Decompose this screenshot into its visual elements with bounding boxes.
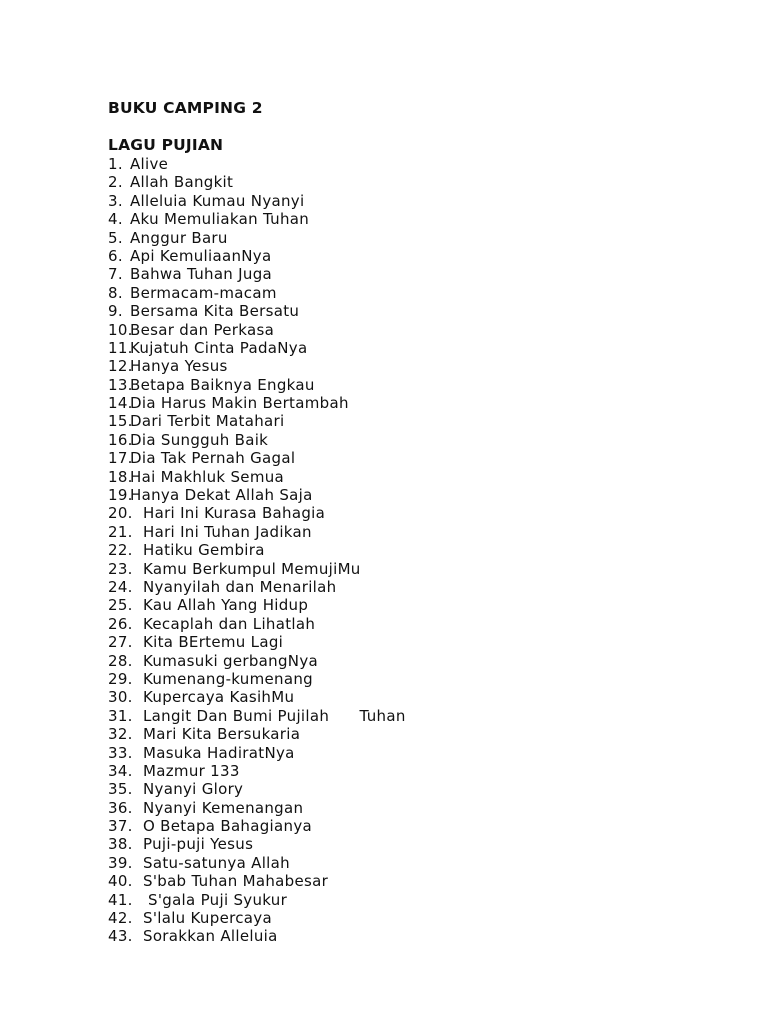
song-list-item — [108, 891, 708, 909]
song-title: Bahwa Tuhan Juga — [130, 265, 273, 284]
song-list-item — [108, 799, 708, 817]
song-title: Kumenang-kumenang — [143, 669, 313, 688]
song-list-item — [108, 449, 708, 467]
song-title: O Betapa Bahagianya — [143, 817, 312, 836]
song-list-item — [108, 927, 708, 945]
song-title: S'bab Tuhan Mahabesar — [143, 872, 329, 891]
song-title: Alive — [130, 155, 169, 173]
song-title: Anggur Baru — [130, 228, 228, 247]
song-list-item — [108, 431, 708, 449]
song-list-item — [108, 523, 708, 541]
song-list-item — [108, 688, 708, 706]
song-number: 25. — [108, 596, 133, 615]
song-list-item — [108, 468, 708, 486]
song-list-item — [108, 633, 708, 651]
song-number: 14. — [108, 394, 133, 413]
song-number: 1. — [108, 155, 123, 173]
song-list-item — [108, 541, 708, 559]
song-number: 37. — [108, 817, 133, 836]
song-list-item — [108, 854, 708, 872]
song-list-item — [108, 284, 708, 302]
song-number: 8. — [108, 283, 123, 302]
song-list-item — [108, 376, 708, 394]
song-number: 12. — [108, 357, 133, 376]
song-list-item — [108, 744, 708, 762]
song-title: Hanya Dekat Allah Saja — [130, 486, 313, 505]
song-number: 11. — [108, 338, 133, 357]
song-title: Bersama Kita Bersatu — [130, 302, 300, 321]
song-title: Dia Harus Makin Bertambah — [130, 394, 349, 413]
song-title: Kujatuh Cinta PadaNya — [130, 338, 308, 357]
song-number: 19. — [108, 486, 133, 505]
song-number: 33. — [108, 743, 133, 762]
song-number: 2. — [108, 173, 123, 192]
song-number: 24. — [108, 577, 133, 596]
song-list-item — [108, 155, 708, 173]
song-title: Dia Sungguh Baik — [130, 430, 269, 449]
song-list-item — [108, 596, 708, 614]
song-list-item — [108, 210, 708, 228]
song-title: Hari Ini Tuhan Jadikan — [143, 522, 312, 541]
song-number: 20. — [108, 504, 133, 523]
song-title: Hanya Yesus — [130, 357, 228, 376]
song-list-item — [108, 615, 708, 633]
song-number: 21. — [108, 522, 133, 541]
song-title: Nyanyilah dan Menarilah — [143, 577, 337, 596]
song-number: 27. — [108, 633, 133, 652]
song-list-item — [108, 486, 708, 504]
song-list-item — [108, 247, 708, 265]
song-number: 31. — [108, 706, 133, 725]
song-title: Kita BErtemu Lagi — [143, 633, 284, 652]
song-title: Kumasuki gerbangNya — [143, 651, 318, 670]
song-title: Mazmur 133 — [143, 761, 240, 780]
song-number: 9. — [108, 302, 123, 321]
song-number: 26. — [108, 614, 133, 633]
song-title: Sorakkan Alleluia — [143, 927, 278, 946]
song-list-item — [108, 412, 708, 430]
song-number: 36. — [108, 798, 133, 817]
section-title: LAGU PUJIAN — [108, 136, 224, 154]
song-number: 17. — [108, 449, 133, 468]
document-title: BUKU CAMPING 2 — [108, 99, 263, 117]
song-title: Api KemuliaanNya — [130, 246, 272, 265]
song-list — [108, 155, 708, 946]
song-number: 34. — [108, 761, 133, 780]
song-title: Mari Kita Bersukaria — [143, 725, 301, 744]
song-title: Besar dan Perkasa — [130, 320, 275, 339]
song-title: Hari Ini Kurasa Bahagia — [143, 504, 326, 523]
song-number: 23. — [108, 559, 133, 578]
song-number: 18. — [108, 467, 133, 486]
song-list-item — [108, 560, 708, 578]
song-title: Alleluia Kumau Nyanyi — [130, 191, 305, 210]
song-list-item — [108, 725, 708, 743]
song-number: 39. — [108, 853, 133, 872]
song-list-item — [108, 394, 708, 412]
song-list-item — [108, 652, 708, 670]
song-list-item — [108, 835, 708, 853]
document-page — [108, 98, 708, 946]
song-list-item — [108, 670, 708, 688]
song-number: 32. — [108, 725, 133, 744]
song-title: Kecaplah dan Lihatlah — [143, 614, 316, 633]
song-list-item — [108, 357, 708, 375]
song-number: 5. — [108, 228, 123, 247]
song-number: 42. — [108, 909, 133, 928]
song-list-item — [108, 229, 708, 247]
song-list-item — [108, 504, 708, 522]
song-title: Nyanyi Glory — [143, 780, 244, 799]
song-list-item — [108, 302, 708, 320]
song-title: Nyanyi Kemenangan — [143, 798, 304, 817]
song-title: Aku Memuliakan Tuhan — [130, 210, 310, 229]
song-title: Kau Allah Yang Hidup — [143, 596, 309, 615]
song-title: Dia Tak Pernah Gagal — [130, 449, 296, 468]
song-number: 38. — [108, 835, 133, 854]
song-list-item — [108, 817, 708, 835]
song-title: Masuka HadiratNya — [143, 743, 295, 762]
song-title: S'lalu Kupercaya — [143, 909, 272, 928]
song-number: 16. — [108, 430, 133, 449]
song-number: 3. — [108, 191, 123, 210]
song-title: Satu-satunya Allah — [143, 853, 290, 872]
song-number: 22. — [108, 541, 133, 560]
song-title: Hai Makhluk Semua — [130, 467, 285, 486]
song-number: 10. — [108, 320, 133, 339]
song-number: 13. — [108, 375, 133, 394]
song-number: 4. — [108, 210, 123, 229]
song-title: Hatiku Gembira — [143, 541, 265, 560]
song-title: Langit Dan Bumi Pujilah Tuhan — [143, 706, 406, 725]
song-number: 7. — [108, 265, 123, 284]
song-list-item — [108, 707, 708, 725]
song-title: Puji-puji Yesus — [143, 835, 254, 854]
song-list-item — [108, 872, 708, 890]
song-list-item — [108, 780, 708, 798]
song-list-item — [108, 265, 708, 283]
song-list-item — [108, 321, 708, 339]
song-number: 40. — [108, 872, 133, 891]
song-title: Allah Bangkit — [130, 173, 234, 192]
song-title: S'gala Puji Syukur — [148, 890, 288, 909]
song-list-item — [108, 909, 708, 927]
song-number: 6. — [108, 246, 123, 265]
song-number: 30. — [108, 688, 133, 707]
song-list-item — [108, 339, 708, 357]
song-title: Bermacam-macam — [130, 283, 277, 302]
song-title: Kupercaya KasihMu — [143, 688, 295, 707]
song-number: 28. — [108, 651, 133, 670]
song-list-item — [108, 578, 708, 596]
song-number: 35. — [108, 780, 133, 799]
song-number: 29. — [108, 669, 133, 688]
song-number: 41. — [108, 890, 133, 909]
song-list-item — [108, 192, 708, 210]
song-number: 15. — [108, 412, 133, 431]
song-list-item — [108, 173, 708, 191]
song-list-item — [108, 762, 708, 780]
song-number: 43. — [108, 927, 133, 946]
song-title: Kamu Berkumpul MemujiMu — [143, 559, 361, 578]
song-title: Betapa Baiknya Engkau — [130, 375, 315, 394]
song-title: Dari Terbit Matahari — [130, 412, 285, 431]
